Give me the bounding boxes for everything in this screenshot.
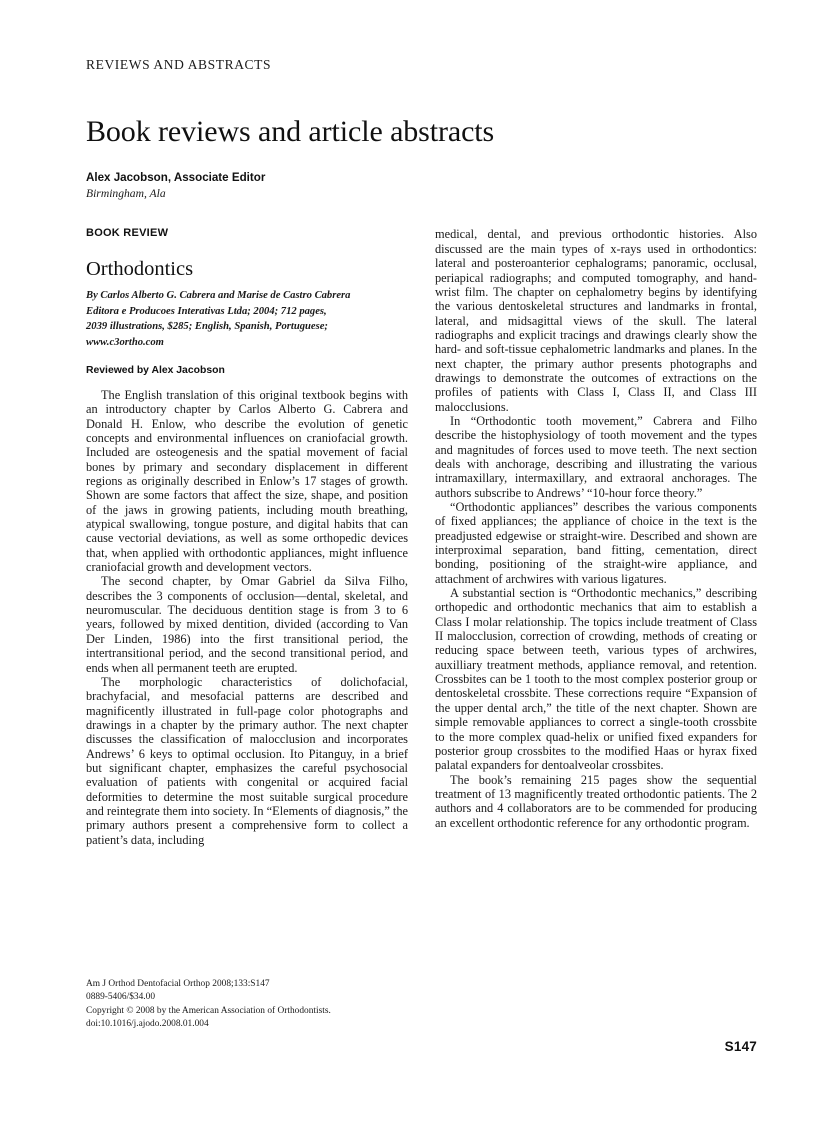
left-column (86, 227, 408, 847)
imprint-citation: Am J Orthod Dentofacial Orthop 2008;133:S147 (86, 979, 270, 989)
imprint-doi: doi:10.1016/j.ajodo.2008.01.004 (86, 1018, 209, 1029)
book-metadata (86, 288, 408, 350)
imprint-block (86, 978, 416, 1031)
body-paragraph: The English translation of this original textbook begins with an introductory chapter by Carlos Alberto G. Cabrera and Donald H. Enlow, who describe the evolution of genetic concepts and environmental influences on craniofacial growth. Included are osteogenesis and the spatial movement of facial bones by primary and secondary displacement in different regions as originally described in Enlow’s 17 stages of growth. Shown are some factors that affect the size, shape, and position of the jaws in growing patients, including mouth breathing, atypical swallowing, tongue posture, and digital habits that can cause vectorial deviations, as well as some orthopedic devices that, when applied with orthodontic appliances, might influence craniofacial growth and development vectors. (86, 387, 408, 575)
running-head: REVIEWS AND ABSTRACTS (86, 57, 272, 72)
reviewer-credit: Reviewed by Alex Jacobson (86, 364, 225, 376)
book-metadata-line: Editora e Producoes Interativas Ltda; 2004; 712 pages, (86, 305, 327, 317)
page-number: S147 (724, 1039, 757, 1054)
body-paragraph: medical, dental, and previous orthodontic histories. Also discussed are the main types of x-rays used in orthodontics: lateral and posteroanterior cephalograms; panoramic, occlusal, periapical radiographs; and computed tomography, and hand-wrist film. The chapter on cephalometry begins by identifying the various dentoskeletal structures and landmarks in frontal, lateral, and midsagittal views of the skull. The lateral radiographs and explicit tracings and drawings clearly show the hard- and soft-tissue cephalometric landmarks and planes. In the next chapter, the primary author presents photographs and drawings to demonstrate the outcomes of extractions on the profiles of patients with Class I, Class II, and Class III malocclusions. (435, 227, 757, 414)
body-paragraph: “Orthodontic appliances” describes the various components of fixed appliances; the appliance of choice in the text is the preadjusted edgewise or straight-wire. Described and shown are interproximal separation, band fitting, cementation, direct bonding, positioning of the straight-wire appliance, and attachment of archwires with various ligatures. (435, 500, 757, 586)
section-kicker-book-review: BOOK REVIEW (86, 227, 169, 240)
two-column-body (86, 227, 757, 847)
imprint-copyright: Copyright © 2008 by the American Association of Orthodontists. (86, 1005, 331, 1016)
body-paragraph: The book’s remaining 215 pages show the sequential treatment of 13 magnificently treated orthodontic patients. The 2 authors and 4 collaborators are to be commended for producing an excellent orthodontic reference for any orthodontic program. (435, 772, 757, 830)
body-paragraph: In “Orthodontic tooth movement,” Cabrera and Filho describe the histophysiology of tooth movement and the types and magnitudes of forces used to move teeth. The next section deals with anchorage, describing and illustrating the various intramaxillary, intermaxillary, and extraoral anchorages. The authors subscribe to Andrews’ “10-hour force theory.” (435, 413, 757, 500)
body-paragraph: A substantial section is “Orthodontic mechanics,” describing orthopedic and orthodontic mechanics that aim to establish a Class I molar relationship. The topics include treatment of Class II malocclusion, correction of crowding, methods of creating or reducing space between teeth, various types of archwires, auxilliary treatment methods, appliance removal, and retention. Crossbites can be 1 tooth to the most complex posterior group or dentoskeletal crossbite. These corrections require “Expansion of the upper dental arch,” the title of the next chapter. Shown are simple removable appliances to correct a single-tooth crossbite to the more complex quad-helix or unified fixed expanders for posterior group crossbites to the modified Haas or hyrax fixed palatal expanders for dentoalveolar crossbites. (435, 586, 757, 773)
body-paragraph: The second chapter, by Omar Gabriel da Silva Filho, describes the 3 components of occlusion—dental, skeletal, and neuromuscular. The deciduous dentition stage is from 3 to 6 years, followed by mixed dentition, divided (according to Van Der Linden, 1986) into the first transitional period, the intertransitional period, and the second transitional period, and ends when all permanent teeth are erupted. (86, 574, 408, 675)
book-metadata-line: www.c3ortho.com (86, 336, 164, 348)
page-title: Book reviews and article abstracts (86, 114, 495, 148)
editor-byline-location: Birmingham, Ala (86, 187, 166, 201)
body-paragraph: The morphologic characteristics of dolichofacial, brachyfacial, and mesofacial patterns are described and magnificently illustrated in full-page color photographs and drawings in a chapter by the primary author. The next chapter discusses the classification of malocclusion and incorporates Andrews’ 6 keys to optimal occlusion. Ito Pitanguy, in a brief but significant chapter, emphasizes the careful psychosocial evaluation of patients with congenital or acquired facial deformities to determine the most suitable surgical procedure and reintegrate them into society. In “Elements of diagnosis,” the primary authors present a comprehensive form to collect a patient’s data, including (86, 674, 408, 847)
book-title: Orthodontics (86, 257, 194, 280)
editor-byline-name: Alex Jacobson, Associate Editor (86, 171, 266, 185)
book-metadata-line: By Carlos Alberto G. Cabrera and Marise de Castro Cabrera (86, 290, 351, 302)
imprint-issn-price: 0889-5406/$34.00 (86, 992, 156, 1003)
right-column (435, 227, 757, 829)
book-metadata-line: 2039 illustrations, $285; English, Spanish, Portuguese; (86, 321, 328, 333)
